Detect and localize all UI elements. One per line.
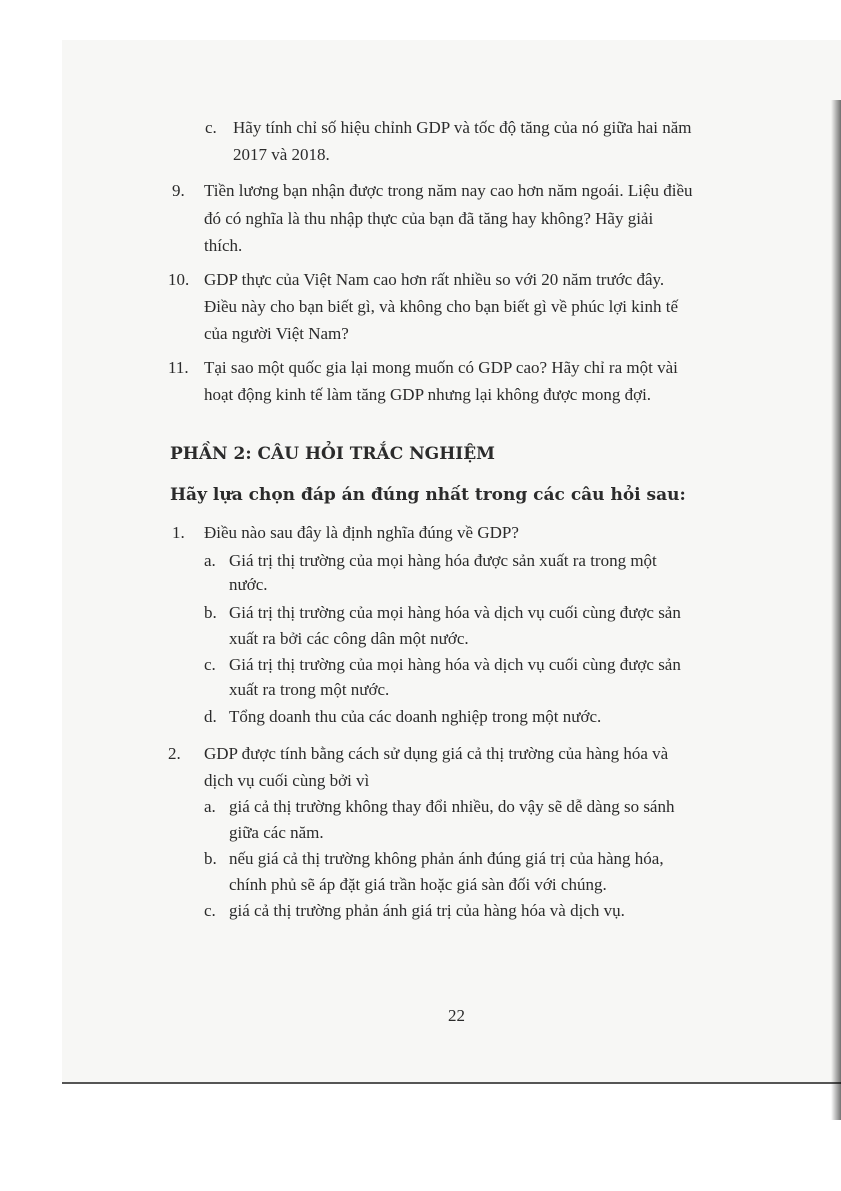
question-10-line-3: của người Việt Nam? bbox=[204, 324, 349, 343]
question-10-line-1: GDP thực của Việt Nam cao hơn rất nhiều so với 20 năm trước đây. bbox=[204, 270, 665, 289]
question-c-line-1: Hãy tính chỉ số hiệu chỉnh GDP và tốc độ tăng của nó giữa hai năm bbox=[233, 118, 692, 137]
mc2-option-b-line-1: nếu giá cả thị trường không phản ánh đúng giá trị của hàng hóa, bbox=[229, 849, 664, 868]
mc2-option-a-line-2: giữa các năm. bbox=[229, 823, 324, 842]
mc-question-2-number: 2. bbox=[168, 744, 181, 763]
mc2-option-b-line-2: chính phủ sẽ áp đặt giá trần hoặc giá sàn đối với chúng. bbox=[229, 875, 607, 894]
question-10-number: 10. bbox=[168, 270, 190, 289]
question-10-line-2: Điều này cho bạn biết gì, và không cho bạn biết gì về phúc lợi kinh tế bbox=[204, 297, 679, 316]
mc2-option-c-line-1: giá cả thị trường phản ánh giá trị của hàng hóa và dịch vụ. bbox=[229, 901, 625, 920]
mc1-option-a-label: a. bbox=[204, 551, 216, 570]
mc1-option-b-label: b. bbox=[204, 603, 217, 622]
mc1-option-d-label: d. bbox=[204, 707, 217, 726]
question-9-line-3: thích. bbox=[204, 236, 243, 255]
question-c-label: c. bbox=[205, 118, 217, 137]
question-9-line-2: đó có nghĩa là thu nhập thực của bạn đã tăng hay không? Hãy giải bbox=[204, 209, 654, 228]
question-11-line-2: hoạt động kinh tế làm tăng GDP nhưng lại không được mong đợi. bbox=[204, 385, 652, 404]
mc-question-1-stem: Điều nào sau đây là định nghĩa đúng về GDP? bbox=[204, 523, 519, 542]
question-11-number: 11. bbox=[168, 358, 189, 377]
mc-question-2-stem-line-1: GDP được tính bằng cách sử dụng giá cả thị trường của hàng hóa và bbox=[204, 744, 669, 763]
question-c-line-2: 2017 và 2018. bbox=[233, 145, 330, 164]
mc1-option-b-line-1: Giá trị thị trường của mọi hàng hóa và dịch vụ cuối cùng được sản bbox=[229, 603, 681, 622]
mc2-option-c-label: c. bbox=[204, 901, 216, 920]
question-11-line-1: Tại sao một quốc gia lại mong muốn có GDP cao? Hãy chỉ ra một vài bbox=[204, 358, 678, 377]
mc1-option-a-line-2: nước. bbox=[229, 575, 268, 594]
mc1-option-b-line-2: xuất ra bởi các công dân một nước. bbox=[229, 629, 469, 648]
mc2-option-b-label: b. bbox=[204, 849, 217, 868]
question-9-line-1: Tiền lương bạn nhận được trong năm nay cao hơn năm ngoái. Liệu điều bbox=[204, 181, 693, 200]
mc2-option-a-label: a. bbox=[204, 797, 216, 816]
mc2-option-a-line-1: giá cả thị trường không thay đổi nhiều, do vậy sẽ dễ dàng so sánh bbox=[229, 797, 675, 816]
instruction-heading: Hãy lựa chọn đáp án đúng nhất trong các câu hỏi sau: bbox=[170, 485, 686, 505]
question-9-number: 9. bbox=[172, 181, 185, 200]
mc1-option-c-label: c. bbox=[204, 655, 216, 674]
mc-question-1-number: 1. bbox=[172, 523, 185, 542]
mc-question-2-stem-line-2: dịch vụ cuối cùng bởi vì bbox=[204, 771, 370, 790]
mc1-option-a-line-1: Giá trị thị trường của mọi hàng hóa được sản xuất ra trong một bbox=[229, 551, 657, 570]
page-number: 22 bbox=[448, 1006, 465, 1025]
page-edge-shadow bbox=[831, 100, 841, 1120]
mc1-option-c-line-2: xuất ra trong một nước. bbox=[229, 680, 390, 699]
mc1-option-d-line-1: Tổng doanh thu của các doanh nghiệp trong một nước. bbox=[229, 707, 602, 726]
section-title: PHẦN 2: CÂU HỎI TRẮC NGHIỆM bbox=[170, 444, 495, 464]
mc1-option-c-line-1: Giá trị thị trường của mọi hàng hóa và dịch vụ cuối cùng được sản bbox=[229, 655, 681, 674]
